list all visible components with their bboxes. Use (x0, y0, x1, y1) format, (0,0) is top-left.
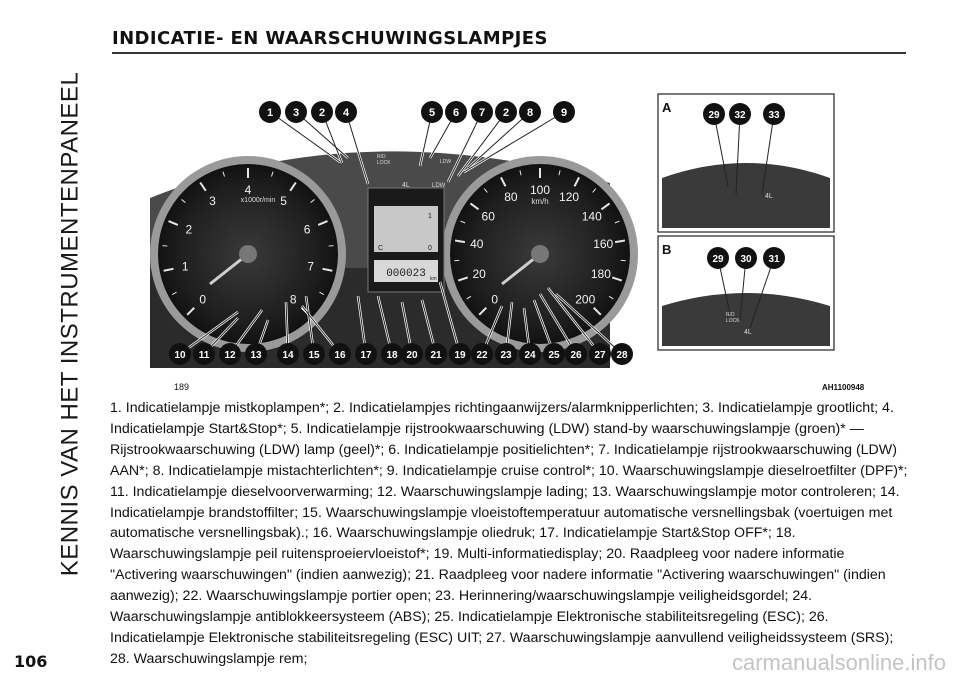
callout-number: 28 (616, 350, 628, 361)
callout-number: 15 (308, 350, 320, 361)
speedo-scale-label: 200 (575, 292, 596, 307)
page-heading: INDICATIE- EN WAARSCHUWINGSLAMPJES (112, 28, 548, 49)
inset-a-4l: 4L (765, 193, 773, 200)
callout-number: 7 (478, 107, 486, 119)
inset-a-panel (662, 163, 830, 228)
callout-number: 19 (454, 350, 466, 361)
callout-number: 14 (282, 350, 294, 361)
callout-number: 5 (428, 107, 436, 119)
speedo-scale-label: 160 (593, 236, 614, 251)
callout-number: 25 (548, 350, 560, 361)
tach-scale-label: 4 (244, 183, 252, 197)
callout-number: 30 (740, 254, 752, 265)
speedo-scale-label: 20 (472, 266, 486, 281)
cluster-illustration (110, 88, 906, 394)
callout-number: 10 (174, 350, 186, 361)
inset-b-lock: LOCK (726, 318, 740, 324)
callout-number: 9 (560, 107, 568, 119)
callout-number: 20 (406, 350, 418, 361)
speedo-hub (531, 245, 549, 263)
callout-number: 31 (768, 254, 780, 265)
side-section-title (46, 24, 94, 624)
speedo-scale-label: 80 (504, 189, 518, 204)
inset-b-panel (662, 293, 830, 346)
callout-number: 32 (734, 110, 746, 121)
callout-number: 21 (430, 350, 442, 361)
odometer-unit: km (430, 276, 437, 282)
tach-scale-label: 1 (181, 259, 189, 274)
callout-number: 2 (318, 107, 326, 119)
speedo-scale-label: 180 (590, 266, 611, 281)
callout-number: 8 (526, 107, 534, 119)
fuel-f1-label: 1 (428, 213, 432, 220)
callout-number: 27 (594, 350, 606, 361)
speedo-scale-label: 120 (559, 189, 580, 204)
callout-number: 16 (334, 350, 346, 361)
rd-lock-text-2: LOCK (377, 160, 391, 166)
tach-hub (239, 245, 257, 263)
instrument-cluster-figure (110, 88, 906, 394)
tach-unit: x1000r/min (240, 197, 276, 204)
heading-rule (112, 52, 906, 54)
tach-scale-label: 5 (280, 193, 287, 208)
callout-number: 12 (224, 350, 236, 361)
inset-a-label: A (662, 100, 672, 115)
side-section-title-text: KENNIS VAN HET INSTRUMENTENPANEEL (56, 71, 83, 577)
callout-number: 4 (342, 107, 350, 119)
tach-scale-label: 8 (289, 292, 297, 307)
callout-number: 22 (476, 350, 488, 361)
speedo-scale-label: 40 (470, 236, 484, 251)
speedo-scale-label: 60 (481, 209, 495, 224)
callout-number: 3 (292, 107, 300, 119)
callout-number: 2 (502, 107, 510, 119)
callout-number: 17 (360, 350, 372, 361)
callout-number: 26 (570, 350, 582, 361)
speedo-scale-label: 0 (491, 292, 499, 307)
callout-number: 18 (386, 350, 398, 361)
speedo-unit: km/h (531, 197, 549, 206)
fuel-c-label: C (378, 245, 384, 252)
tach-scale-label: 6 (303, 222, 311, 237)
figure-number: 189 (174, 382, 190, 392)
callout-number: 23 (500, 350, 512, 361)
four-l-icon: 4L (402, 182, 410, 189)
ldw-standby-icon: LDW (440, 159, 452, 165)
callout-number: 24 (524, 350, 536, 361)
page-number: 106 (14, 652, 48, 671)
speedo-scale-label: 100 (529, 183, 551, 197)
inset-b-rd: R/D (726, 312, 735, 318)
tach-scale-label: 3 (209, 193, 216, 208)
figure-code: AH1100948 (822, 383, 865, 392)
rd-lock-text: R/D (377, 154, 386, 160)
callout-number: 29 (708, 110, 720, 121)
callout-number: 13 (250, 350, 262, 361)
callout-number: 29 (712, 254, 724, 265)
callout-number: 6 (452, 107, 460, 119)
fuel-f0-label: 0 (428, 245, 432, 252)
figure-caption: 1. Indicatielampje mistkoplampen*; 2. Indicatielampjes richtingaanwijzers/alarmknipperlichten; 3. Indicatielampje grootlicht; 4. Indicatielampje Start&Stop*; 5. Indicatielampje rijstrookwaarschuwing (LDW) stand-by waarschuwingslampje (groen)* — Rijstrookwaarschuwing (LDW) lamp (geel)*; 6. Indicatielampje positielichten*; 7. Indicatielampje rijstrookwaarschuwing (LDW) AAN*; 8. Indicatielampje mistachterlichten*; 9. Indicatielampje cruise control*; 10. Waarschuwingslampje dieselroetfilter (DPF)*; 11. Indicatielampje dieselvoorverwarming; 12. Waarschuwingslampje lading; 13. Waarschuwingslampje motor controleren; 14. Indicatielampje brandstoffilter; 15. Waarschuwingslampje vloeistoftemperatuur automatische versnellingsbak (voertuigen met automatische versnellingsbak).; 16. Waarschuwingslampje oliedruk; 17. Indicatielampje Start&Stop OFF*; 18. Waarschuwingslampje peil ruitensproeiervloeistof*; 19. Multi-informatiedisplay; 20. Raadpleeg voor nadere informatie "Activering waarschuwingen" (indien aanwezig); 21. Raadpleeg voor nadere informatie "Activering waarschuwingen" (indien aanwezig); 22. Waarschuwingslampje portier open; 23. Herinnering/waarschuwingslampje veiligheidsgordel; 24. Waarschuwingslampje antiblokkeersysteem (ABS); 25. Indicatielampje Elektronische stabiliteitsregeling (ESC); 26. Indicatielampje Elektronische stabiliteitsregeling (ESC) UIT; 27. Waarschuwingslampje aanvullend veiligheidssysteem (SRS); 28. Waarschuwingslampje rem; (110, 400, 908, 667)
inset-b-label: B (662, 242, 672, 257)
tach-scale-label: 2 (185, 222, 193, 237)
ldw-icon: LDW (432, 183, 446, 189)
tach-scale-label: 0 (199, 292, 207, 307)
odometer-reading: 000023 (386, 268, 426, 280)
callout-number: 33 (768, 110, 780, 121)
tach-scale-label: 7 (307, 259, 315, 274)
callout-number: 1 (266, 107, 274, 119)
callout-number: 11 (198, 350, 210, 361)
speedo-scale-label: 140 (581, 209, 602, 224)
inset-b-4l: 4L (744, 329, 752, 336)
watermark: carmanualsonline.info (731, 650, 946, 675)
